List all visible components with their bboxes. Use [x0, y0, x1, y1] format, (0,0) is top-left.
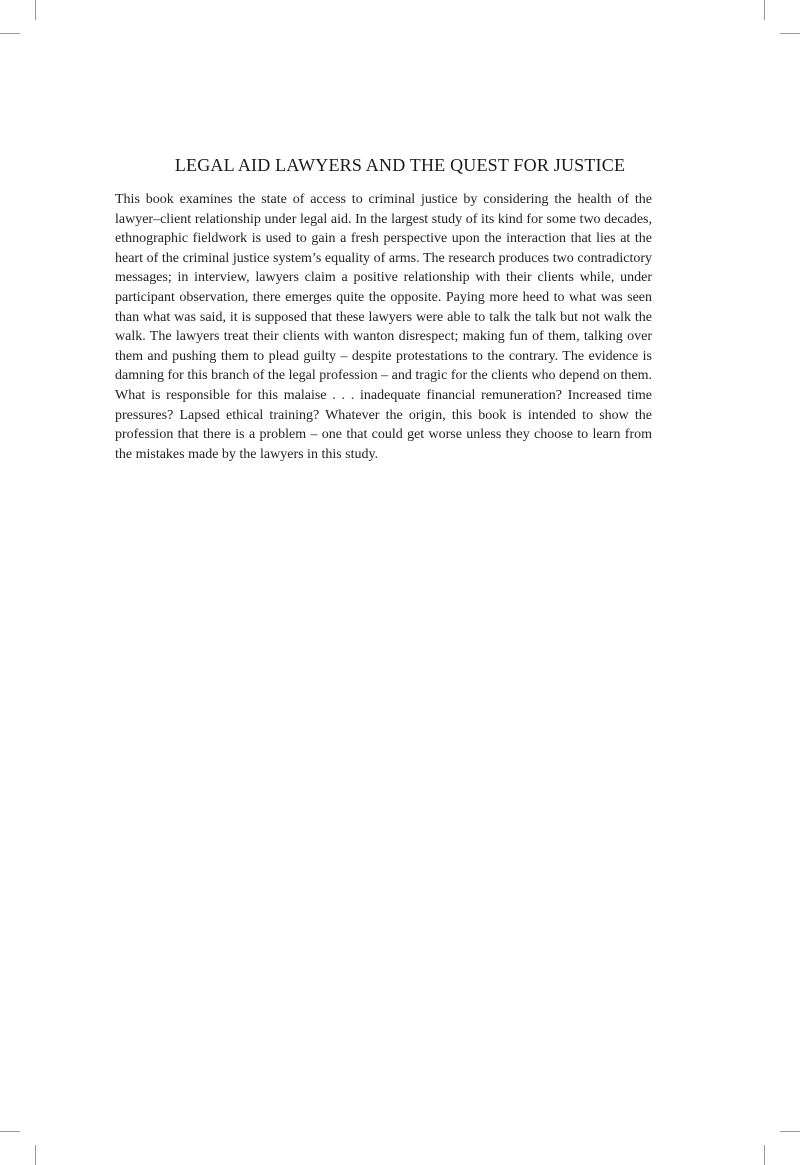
crop-mark-top-right-horizontal [780, 33, 800, 34]
crop-mark-bottom-right-horizontal [780, 1131, 800, 1132]
crop-mark-top-left-vertical [35, 0, 36, 20]
book-blurb: This book examines the state of access to criminal justice by considering the health of the lawyer–client relationship under legal aid. In the largest study of its kind for some two decades, ethnographic fieldwork is used to gain a fresh perspective upon the interaction that lies at the heart of the criminal justice system’s equality of arms. The research produces two contradictory messages; in interview, lawyers claim a positive relationship with their clients while, under participant observation, there emerges quite the opposite. Paying more heed to what was seen than what was said, it is supposed that these lawyers were able to talk the talk but not walk the walk. The lawyers treat their clients with wanton disrespect; making fun of them, talking over them and pushing them to plead guilty – despite protestations to the contrary. The evidence is damning for this branch of the legal profession – and tragic for the clients who depend on them. What is responsible for this malaise . . . inadequate financial remuneration? Increased time pressures? Lapsed ethical training? Whatever the origin, this book is intended to show the profession that there is a problem – one that could get worse unless they choose to learn from the mistakes made by the lawyers in this study. [115, 192, 652, 462]
crop-mark-bottom-left-vertical [35, 1145, 36, 1165]
crop-mark-bottom-left-horizontal [0, 1131, 20, 1132]
crop-mark-bottom-right-vertical [764, 1145, 765, 1165]
crop-mark-top-left-horizontal [0, 33, 20, 34]
crop-mark-top-right-vertical [764, 0, 765, 20]
page-title: LEGAL AID LAWYERS AND THE QUEST FOR JUSTICE [174, 155, 626, 175]
